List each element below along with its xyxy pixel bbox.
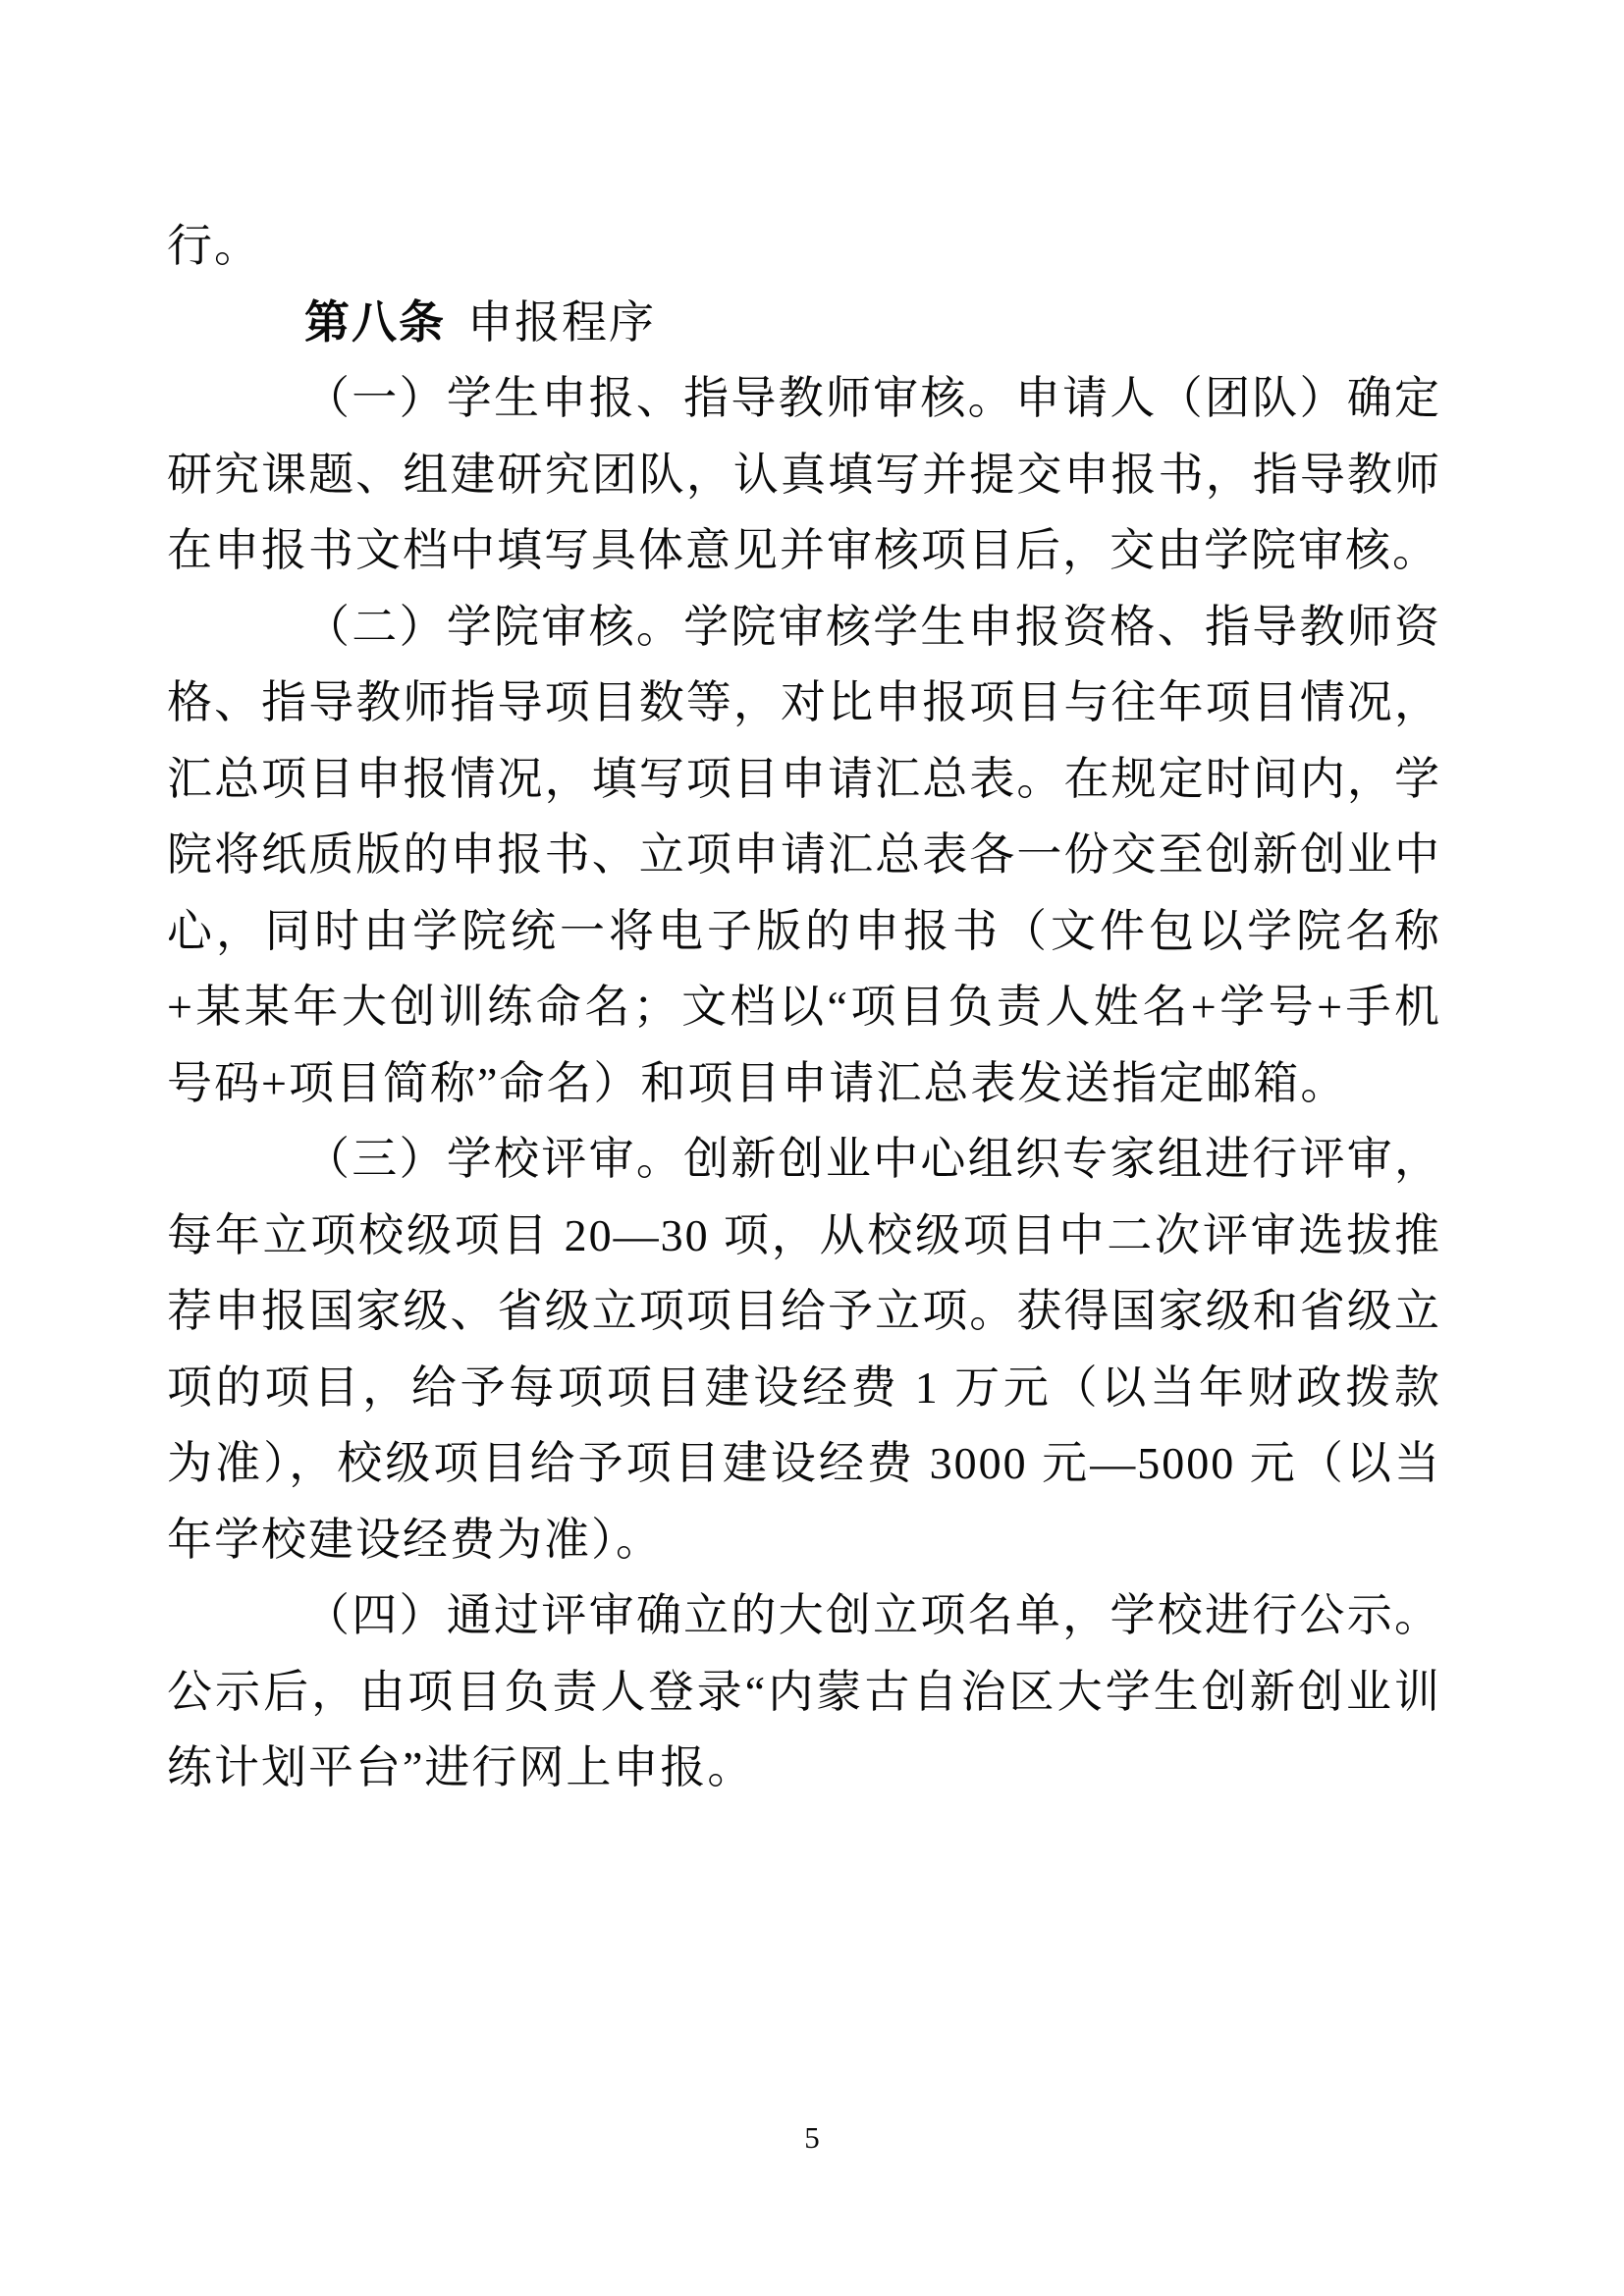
paragraph-4: （四）通过评审确立的大创立项名单，学校进行公示。公示后，由项目负责人登录“内蒙古自治区大学生创新创业训练计划平台”进行网上申报。 [167,1590,1441,1792]
document-body [167,208,1441,1806]
article-title: 申报程序 [467,296,656,347]
paragraph-2: （二）学院审核。学院审核学生申报资格、指导教师资格、指导教师指导项目数等，对比申报项目与往年项目情况，汇总项目申报情况，填写项目申请汇总表。在规定时间内，学院将纸质版的申报书、立项申请汇总表各一份交至创新创业中心，同时由学院统一将电子版的申报书（文件包以学院名称+某某年大创训练命名；文档以“项目负责人姓名+学号+手机号码+项目简称”命名）和项目申请汇总表发送指定邮箱。 [167,601,1441,1108]
paragraph-continuation: 行。 [167,221,261,271]
article-number: 第八条 [304,296,446,347]
article-heading [167,285,1441,361]
paragraph-3: （三）学校评审。创新创业中心组织专家组进行评审，每年立项校级项目 20—30 项，从校级项目中二次评审选拔推荐申报国家级、省级立项项目给予立项。获得国家级和省级立项的项目，给予每项项目建设经费 1 万元（以当年财政拨款为准），校级项目给予项目建设经费 3000 元—5000 元（以当年学校建设经费为准）。 [167,1134,1441,1565]
page-number: 5 [804,2120,820,2155]
paragraph-1: （一）学生申报、指导教师审核。申请人（团队）确定研究课题、组建研究团队，认真填写并提交申报书，指导教师在申报书文档中填写具体意见并审核项目后，交由学院审核。 [167,373,1441,575]
